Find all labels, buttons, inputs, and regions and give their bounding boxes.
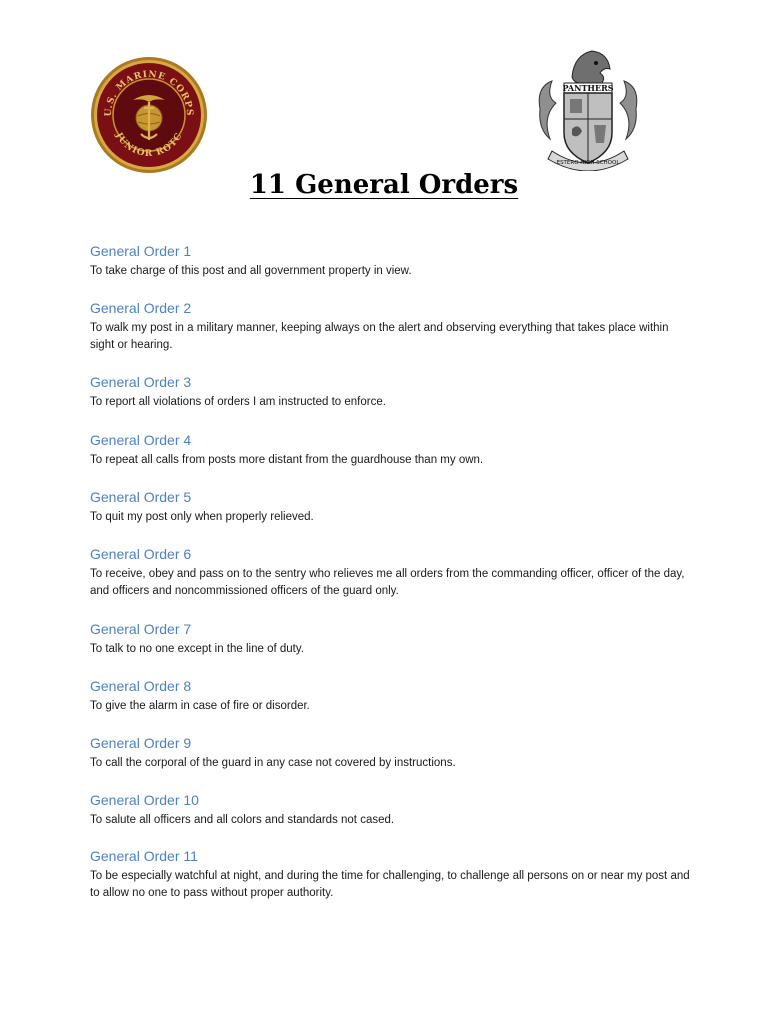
- order-heading: General Order 7: [90, 621, 192, 637]
- general-order-item: [90, 488, 690, 526]
- general-order-item: [90, 677, 690, 715]
- svg-text:ESTERO HIGH SCHOOL: ESTERO HIGH SCHOOL: [556, 160, 620, 166]
- panther-crest-icon: [534, 47, 642, 171]
- svg-text:PANTHERS: PANTHERS: [562, 83, 614, 93]
- order-text: To give the alarm in case of fire or disorder.: [90, 700, 310, 712]
- page-title: 11 General Orders: [249, 170, 519, 200]
- order-heading: General Order 6: [90, 546, 192, 562]
- order-text: To talk to no one except in the line of duty.: [90, 643, 304, 655]
- general-order-item: [90, 620, 690, 658]
- general-order-item: [90, 299, 690, 354]
- general-order-item: [90, 431, 690, 469]
- order-text: To be especially watchful at night, and during the time for challenging, to challenge all persons on or near my post and to allow no one to pass without proper authority.: [90, 870, 690, 899]
- general-order-item: [90, 545, 690, 600]
- order-text: To report all violations of orders I am instructed to enforce.: [90, 396, 386, 408]
- order-heading: General Order 5: [90, 489, 192, 505]
- order-text: To salute all officers and all colors and standards not cased.: [90, 814, 395, 826]
- general-order-item: [90, 373, 690, 411]
- general-order-item: [90, 734, 690, 772]
- order-heading: General Order 9: [90, 735, 192, 751]
- order-text: To quit my post only when properly relieved.: [90, 511, 314, 523]
- order-heading: General Order 4: [90, 432, 192, 448]
- general-order-item: [90, 791, 690, 829]
- svg-text:U.S. MARINE CORPS: U.S. MARINE CORPS: [103, 69, 195, 117]
- order-text: To walk my post in a military manner, keeping always on the alert and observing everything that takes place within sight or hearing.: [90, 322, 669, 351]
- order-heading: General Order 3: [90, 374, 192, 390]
- order-heading: General Order 10: [90, 792, 199, 808]
- order-text: To call the corporal of the guard in any case not covered by instructions.: [90, 757, 456, 769]
- general-order-item: [90, 847, 690, 902]
- order-heading: General Order 1: [90, 243, 192, 259]
- general-order-item: [90, 242, 690, 280]
- order-heading: General Order 2: [90, 300, 192, 316]
- marine-corps-jrotc-seal-icon: [89, 56, 209, 174]
- order-heading: General Order 11: [90, 848, 198, 864]
- svg-text:JUNIOR ROTC: JUNIOR ROTC: [113, 131, 185, 160]
- order-heading: General Order 8: [90, 678, 192, 694]
- order-text: To take charge of this post and all government property in view.: [90, 265, 412, 277]
- order-text: To receive, obey and pass on to the sentry who relieves me all orders from the commanding officer, officer of the day, and officers and noncommissioned officers of the guard only.: [90, 568, 685, 597]
- order-text: To repeat all calls from posts more distant from the guardhouse than my own.: [90, 454, 484, 466]
